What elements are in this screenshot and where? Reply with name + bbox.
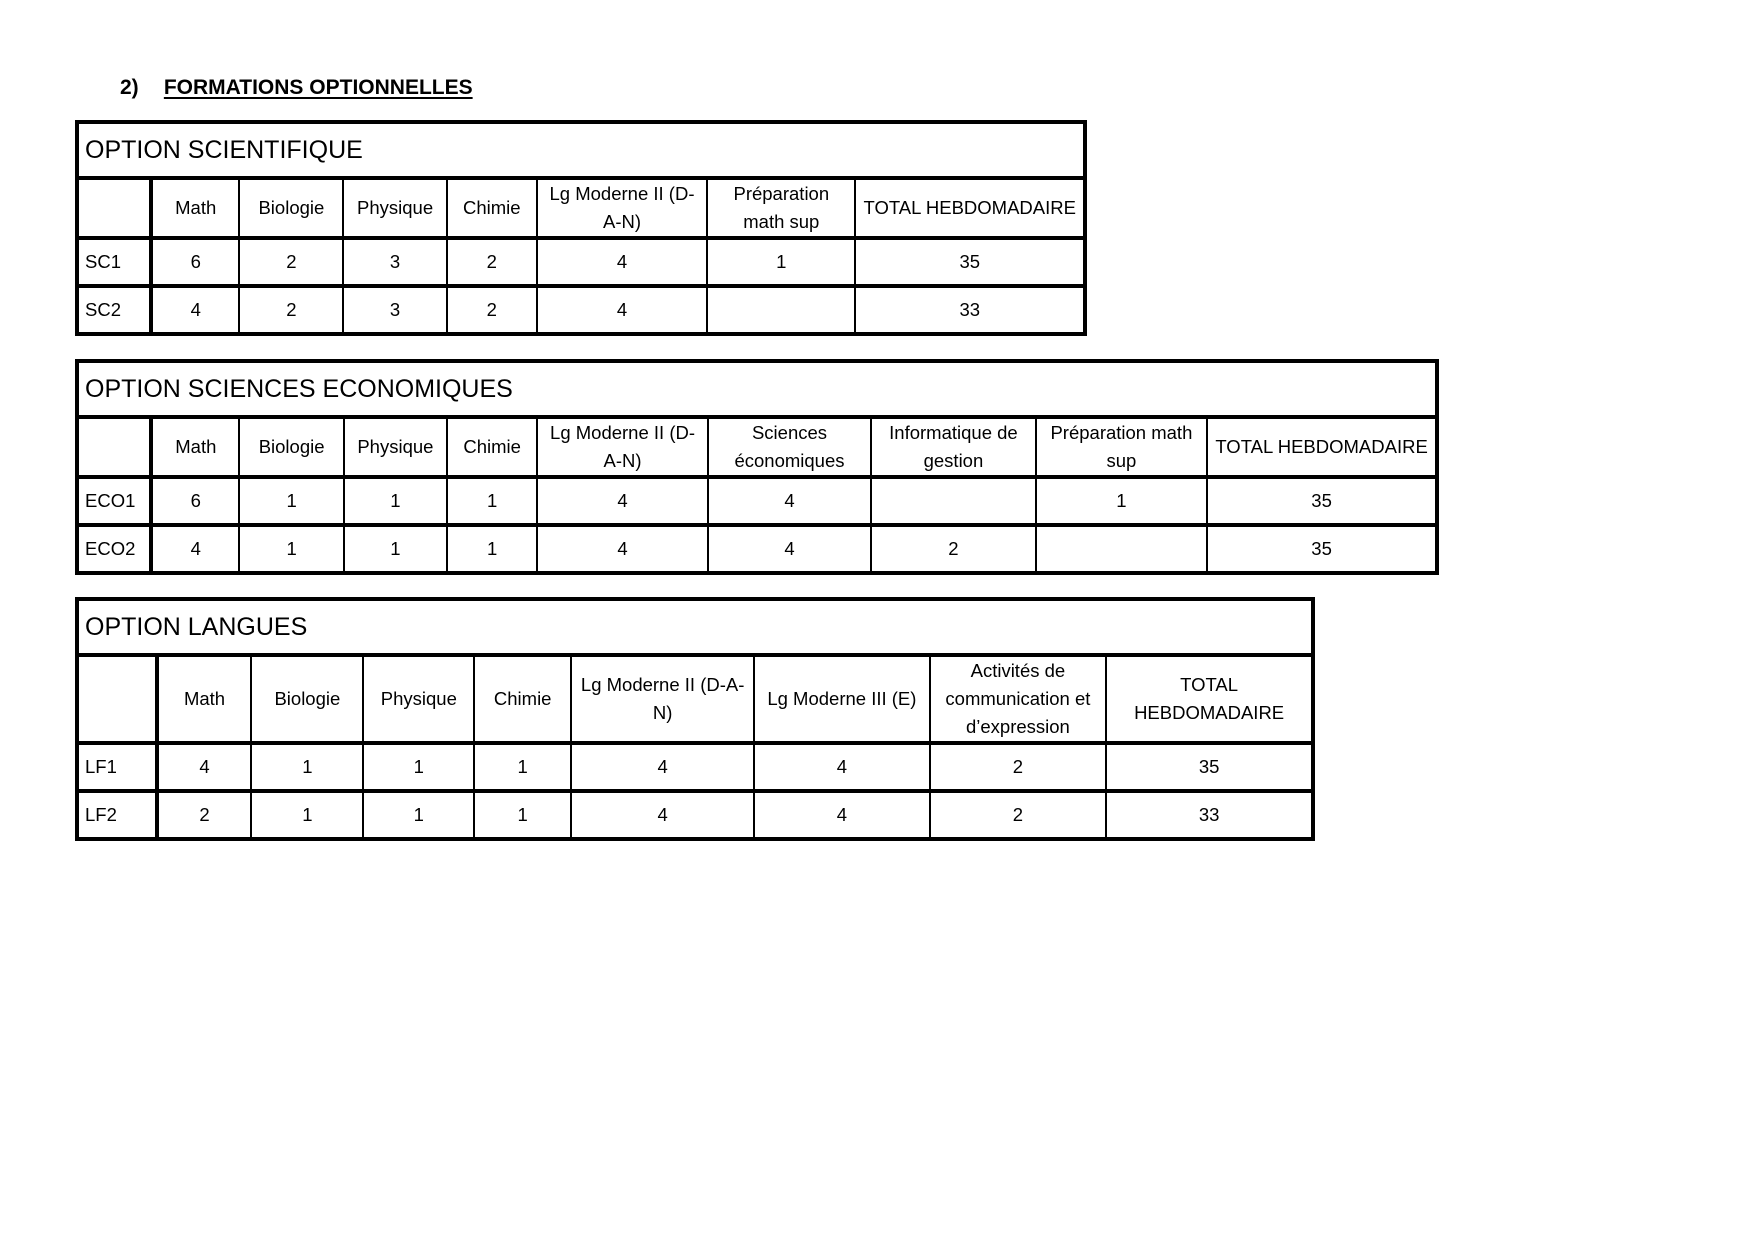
table-option-langues — [75, 597, 1315, 841]
column-header: Lg Moderne II (D-A-N) — [571, 655, 754, 743]
column-header: Préparation math sup — [1036, 417, 1207, 477]
column-header: Lg Moderne II (D-A-N) — [537, 417, 707, 477]
table-cell: 1 — [251, 791, 363, 839]
table-row — [77, 743, 1313, 791]
table-row — [77, 525, 1437, 573]
table-cell: 4 — [571, 791, 754, 839]
table-cell: 6 — [151, 477, 239, 525]
table-cell: 4 — [537, 286, 707, 334]
table-header-row — [77, 655, 1313, 743]
table-cell: 33 — [1106, 791, 1313, 839]
table-cell: 1 — [344, 477, 447, 525]
column-header: TOTAL HEBDOMADAIRE — [1106, 655, 1313, 743]
column-header: Chimie — [447, 417, 537, 477]
column-header: Informatique de gestion — [871, 417, 1035, 477]
column-header: Lg Moderne III (E) — [754, 655, 929, 743]
table-cell: 35 — [1106, 743, 1313, 791]
table-cell: 6 — [151, 238, 239, 286]
column-header: Physique — [363, 655, 474, 743]
table-row — [77, 477, 1437, 525]
table-cell: 1 — [1036, 477, 1207, 525]
row-label: LF1 — [77, 743, 157, 791]
section-title: FORMATIONS OPTIONNELLES — [163, 76, 473, 99]
column-header: Préparation math sup — [707, 178, 855, 238]
column-header: Activités de communication et d’expression — [930, 655, 1107, 743]
table-cell: 4 — [708, 525, 871, 573]
table-row — [77, 286, 1085, 334]
table-cell: 1 — [344, 525, 447, 573]
column-header: Physique — [343, 178, 446, 238]
table-option-sciences-economiques — [75, 359, 1439, 575]
column-header: Biologie — [251, 655, 363, 743]
table-cell: 3 — [343, 238, 446, 286]
table-cell: 1 — [707, 238, 855, 286]
column-header — [77, 178, 151, 238]
table-title: OPTION SCIENCES ECONOMIQUES — [77, 361, 1437, 417]
table-cell: 3 — [343, 286, 446, 334]
table-cell: 4 — [708, 477, 871, 525]
table-cell: 1 — [239, 525, 343, 573]
table-cell: 2 — [447, 238, 537, 286]
table-row — [77, 238, 1085, 286]
column-header: Sciences économiques — [708, 417, 871, 477]
row-label: ECO1 — [77, 477, 151, 525]
table-cell: 1 — [251, 743, 363, 791]
row-label: LF2 — [77, 791, 157, 839]
table-cell: 35 — [1207, 477, 1437, 525]
table-cell — [1036, 525, 1207, 573]
table-cell: 4 — [537, 477, 707, 525]
column-header: Lg Moderne II (D-A-N) — [537, 178, 707, 238]
table-cell: 33 — [855, 286, 1085, 334]
table-title: OPTION LANGUES — [77, 599, 1313, 655]
table-cell: 4 — [151, 525, 239, 573]
table-cell: 4 — [571, 743, 754, 791]
table-cell: 1 — [447, 477, 537, 525]
row-label: SC1 — [77, 238, 151, 286]
column-header — [77, 417, 151, 477]
column-header: Math — [151, 417, 239, 477]
column-header: TOTAL HEBDOMADAIRE — [855, 178, 1085, 238]
table-header-row — [77, 178, 1085, 238]
table-cell: 2 — [239, 286, 343, 334]
column-header: Physique — [344, 417, 447, 477]
table-cell: 4 — [754, 791, 929, 839]
row-label: ECO2 — [77, 525, 151, 573]
table-cell: 2 — [157, 791, 252, 839]
table-cell: 2 — [930, 743, 1107, 791]
row-label: SC2 — [77, 286, 151, 334]
column-header — [77, 655, 157, 743]
column-header: Biologie — [239, 178, 343, 238]
section-number: 2) — [120, 76, 139, 99]
column-header: Math — [151, 178, 239, 238]
table-cell: 1 — [474, 743, 571, 791]
table-cell: 1 — [363, 743, 474, 791]
table-title: OPTION SCIENTIFIQUE — [77, 122, 1085, 178]
table-cell: 1 — [474, 791, 571, 839]
table-cell: 2 — [447, 286, 537, 334]
column-header: Biologie — [239, 417, 343, 477]
table-cell: 2 — [871, 525, 1035, 573]
column-header: Chimie — [447, 178, 537, 238]
table-row — [77, 791, 1313, 839]
table-cell — [707, 286, 855, 334]
table-cell: 4 — [537, 525, 707, 573]
table-header-row — [77, 417, 1437, 477]
section-heading — [120, 76, 473, 100]
table-cell: 1 — [447, 525, 537, 573]
table-cell — [871, 477, 1035, 525]
table-cell: 35 — [1207, 525, 1437, 573]
table-cell: 1 — [363, 791, 474, 839]
table-cell: 4 — [151, 286, 239, 334]
table-option-scientifique — [75, 120, 1087, 336]
table-cell: 1 — [239, 477, 343, 525]
table-cell: 2 — [239, 238, 343, 286]
table-cell: 4 — [754, 743, 929, 791]
column-header: TOTAL HEBDOMADAIRE — [1207, 417, 1437, 477]
table-cell: 2 — [930, 791, 1107, 839]
table-cell: 4 — [157, 743, 252, 791]
column-header: Chimie — [474, 655, 571, 743]
column-header: Math — [157, 655, 252, 743]
table-cell: 4 — [537, 238, 707, 286]
table-cell: 35 — [855, 238, 1085, 286]
